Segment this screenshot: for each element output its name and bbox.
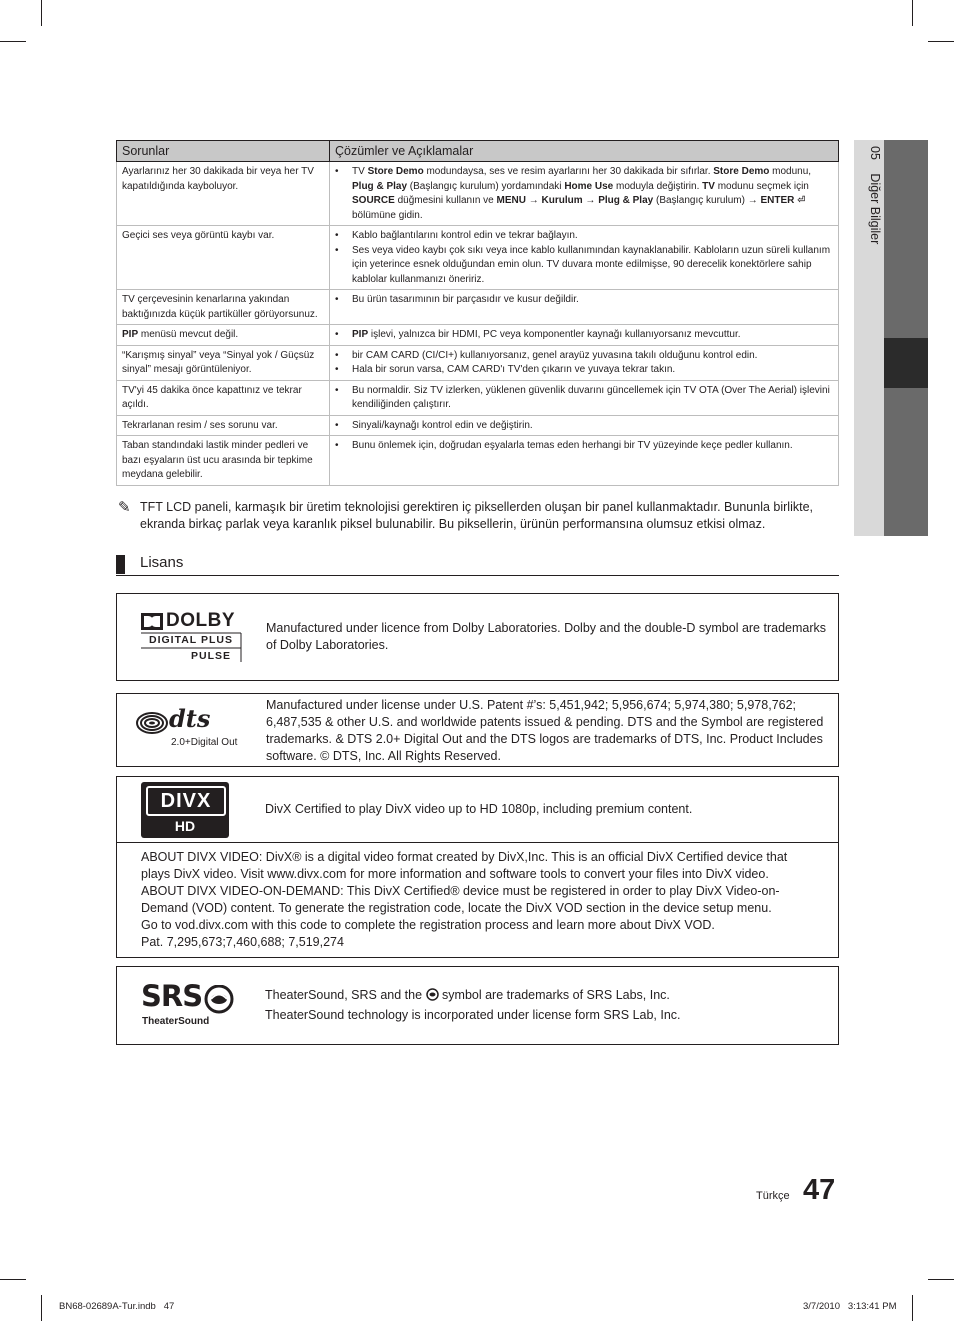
- chapter-tab-marker: [884, 338, 928, 388]
- table-row: [117, 325, 839, 346]
- problem-cell: Geçici ses veya görüntü kaybı var.: [117, 226, 330, 290]
- text-run: modunu,: [769, 166, 812, 177]
- text-run: Bu ürün tasarımının bir parçasıdır ve kusur değildir.: [352, 294, 579, 305]
- text-run: düğmesini kullanın ve: [394, 195, 497, 206]
- troubleshooting-table: [116, 140, 839, 486]
- crop-mark: [0, 1279, 26, 1280]
- divx-wordmark: DIVX: [160, 790, 212, 812]
- srs-circle-icon: [201, 985, 241, 1015]
- license-srs: [116, 966, 839, 1045]
- solution-list: [335, 384, 833, 413]
- table-row: [117, 436, 839, 486]
- srs-theatersound: TheaterSound: [142, 1016, 210, 1027]
- list-item: [352, 165, 833, 223]
- solution-list: [335, 165, 833, 223]
- column-header-problems: Sorunlar: [117, 141, 330, 162]
- license-divx: [116, 776, 839, 958]
- divx-about-line: Go to vod.divx.com with this code to complete the registration process and learn more about DivX VOD.: [141, 918, 715, 932]
- text-run: Sinyali/kaynağı kontrol edin ve değiştirin.: [352, 419, 533, 431]
- list-item: [352, 229, 833, 244]
- divx-about-line: plays DivX video. Visit www.divx.com for more information and software tools to convert your files into DivX video.: [141, 867, 769, 881]
- bold-term: MENU → Kurulum → Plug & Play: [496, 195, 654, 206]
- table-row: [117, 415, 839, 436]
- text-run: bölümüne gidin.: [352, 209, 423, 221]
- crop-mark: [912, 1295, 913, 1321]
- solution-cell: [330, 436, 839, 486]
- list-item: [352, 384, 833, 413]
- divx-certified-text: DivX Certified to play DivX video up to HD 1080p, including premium content.: [265, 802, 693, 816]
- dolby-pulse: PULSE: [191, 650, 232, 662]
- table-row: [117, 345, 839, 380]
- section-title: Lisans: [140, 554, 184, 571]
- dolby-digital-plus: DIGITAL PLUS: [149, 634, 233, 646]
- divx-about-line: Pat. 7,295,673;7,460,688; 7,519,274: [141, 935, 344, 949]
- solution-list: [335, 419, 833, 434]
- dts-logo: [135, 704, 245, 752]
- chapter-number: 05: [868, 146, 882, 160]
- text-run: Ses veya video kaybı çok sıkı veya ince kablo kullanımından kaynaklanabilir. Kabloların uzun süreli kullanım için yeterince esnek olduğundan emin olun. TV duvara monte edilmişse, 90 derecelik konektörlere sahip kablolar kullanmanızı öneririz.: [352, 244, 831, 285]
- lcd-note: [120, 499, 842, 533]
- problem-cell: Taban standındaki lastik minder pedleri ve bazı eşyaların üst ucu arasında bir tepkime meydana gelebilir.: [117, 436, 330, 486]
- bold-term: Store Demo: [367, 166, 424, 177]
- column-header-solutions: Çözümler ve Açıklamalar: [330, 141, 839, 162]
- table-row: [117, 162, 839, 226]
- text-run: bir CAM CARD (CI/CI+) kullanıyorsanız, genel arayüz yuvasına takılı olduğunu kontrol edin.: [352, 349, 758, 361]
- table-row: [117, 290, 839, 325]
- crop-mark: [928, 1279, 954, 1280]
- srs-inline-icon: [426, 988, 439, 1006]
- note-pencil-icon: ✎: [118, 499, 131, 516]
- bold-term: PIP: [122, 329, 139, 340]
- footer-language: Türkçe: [756, 1190, 790, 1202]
- crop-mark: [928, 41, 954, 42]
- solution-cell: [330, 415, 839, 436]
- list-item: [352, 244, 833, 288]
- bold-term: Store Demo: [713, 166, 770, 177]
- text-run: Kablo bağlantılarını kontrol edin ve tekrar bağlayın.: [352, 230, 578, 241]
- text-run: Bunu önlemek için, doğrudan eşyalarla temas eden herhangi bir TV yüzeyinde keçe pedler kullanın.: [352, 440, 793, 451]
- srs-line1-pre: TheaterSound, SRS and the: [265, 988, 423, 1002]
- footer-file-info: BN68-02689A-Tur.indb 47: [59, 1301, 175, 1312]
- footer-date: 3/7/2010 3:13:41 PM: [803, 1301, 897, 1312]
- divx-logo: [141, 782, 229, 838]
- license-dts: [116, 693, 839, 767]
- solution-cell: [330, 380, 839, 415]
- list-item: [352, 293, 833, 308]
- section-bar: [116, 555, 125, 574]
- srs-text-line2: TheaterSound technology is incorporated under license form SRS Lab, Inc.: [265, 1008, 681, 1022]
- problem-cell: “Karışmış sinyal” veya “Sinyal yok / Güçsüz sinyal” mesajı görüntüleniyor.: [117, 345, 330, 380]
- text-run: modundaysa, ses ve resim ayarlarını her 30 dakikada bir sıfırlar.: [423, 166, 714, 177]
- chapter-title: Diğer Bilgiler: [868, 173, 882, 245]
- solution-cell: [330, 290, 839, 325]
- list-item: [352, 439, 833, 454]
- dts-wordmark: dts: [169, 704, 211, 733]
- list-item: [352, 349, 833, 364]
- problem-cell: Tekrarlanan resim / ses sorunu var.: [117, 415, 330, 436]
- text-run: Bu normaldir. Siz TV izlerken, yüklenen güvenlik duvarını güncellemek için TV OTA (Over The Aerial) işlevini kendiliğinden çalıştırır.: [352, 384, 830, 410]
- srs-logo: [141, 979, 241, 1029]
- srs-line1-post: symbol are trademarks of SRS Labs, Inc.: [442, 988, 670, 1002]
- srs-text-line1: [265, 987, 825, 1006]
- solution-cell: [330, 345, 839, 380]
- list-item: [352, 328, 833, 343]
- dts-license-text: Manufactured under license under U.S. Patent #’s: 5,451,942; 5,956,674; 5,974,380; 5,978,762; 6,487,535 & other U.S. and worldwide patents issued & pending. DTS and the Symbol are registered trademarks. & DTS 2.0+ Digital Out and the DTS logos are trademarks of DTS, Inc. Product Includes software. © DTS, Inc. All Rights Reserved.: [266, 698, 824, 763]
- bold-term: ENTER ⏎: [760, 195, 806, 206]
- section-header: [116, 553, 839, 576]
- solution-cell: [330, 162, 839, 226]
- chapter-label: [858, 146, 882, 306]
- text-run: moduyla değiştirin.: [613, 180, 703, 192]
- text-run: (Başlangıç kurulum) →: [653, 195, 761, 206]
- solution-list: [335, 439, 833, 454]
- solution-list: [335, 293, 833, 308]
- text-run: işlevi, yalnızca bir HDMI, PC veya komponentler kaynağı kullanıyorsanız mevcuttur.: [368, 329, 741, 340]
- problem-cell: Ayarlarınız her 30 dakikada bir veya her TV kapatıldığında kayboluyor.: [117, 162, 330, 226]
- table-row: [117, 226, 839, 290]
- text-run: menüsü mevcut değil.: [138, 329, 239, 340]
- solution-list: [335, 229, 833, 287]
- dts-symbol-icon: [135, 710, 169, 736]
- divx-about-line: Demand (VOD) content. To generate the registration code, locate the DivX VOD section in the device setup menu.: [141, 901, 772, 915]
- bold-term: Plug & Play: [352, 180, 408, 192]
- crop-mark: [0, 41, 26, 42]
- bold-term: SOURCE: [352, 195, 395, 206]
- divx-about-line: ABOUT DIVX VIDEO: DivX® is a digital video format created by DivX,Inc. This is an official DivX Certified device that: [141, 850, 788, 864]
- license-dolby: [116, 593, 839, 681]
- crop-mark: [41, 0, 42, 26]
- dolby-wordmark: DOLBY: [166, 610, 235, 631]
- solution-list: [335, 349, 833, 378]
- divx-hd: HD: [174, 818, 196, 834]
- divx-about-line: ABOUT DIVX VIDEO-ON-DEMAND: This DivX Certified® device must be registered in order to play DivX Video-on-: [141, 884, 780, 898]
- problem-cell: TV çerçevesinin kenarlarına yakından baktığınızda küçük partiküller görüyorsunuz.: [117, 290, 330, 325]
- page-number: 47: [803, 1174, 836, 1206]
- dolby-license-text: Manufactured under licence from Dolby Laboratories. Dolby and the double-D symbol are trademarks of Dolby Laboratories.: [266, 621, 827, 652]
- dolby-logo: [141, 612, 245, 666]
- list-item: [352, 363, 833, 378]
- problem-cell: TV'yi 45 dakika önce kapattınız ve tekrar açıldı.: [117, 380, 330, 415]
- crop-mark: [912, 0, 913, 26]
- srs-wordmark: SRS: [141, 979, 203, 1013]
- solution-list: [335, 328, 833, 343]
- solution-cell: [330, 325, 839, 346]
- crop-mark: [41, 1295, 42, 1321]
- solution-cell: [330, 226, 839, 290]
- text-run: (Başlangıç kurulum) yordamındaki: [407, 180, 565, 192]
- table-row: [117, 380, 839, 415]
- text-run: Hala bir sorun varsa, CAM CARD'ı TV'den çıkarın ve yuvaya tekrar takın.: [352, 364, 676, 375]
- text-run: TV: [352, 166, 368, 177]
- note-text: TFT LCD paneli, karmaşık bir üretim teknolojisi gerektiren iç piksellerden oluşan bir panel kullanmaktadır. Bununla birlikte, ekranda birkaç parlak veya karanlık piksel bulunabilir. Bu piksellerin, ürünün performansına olumsuz etkisi olmaz.: [140, 500, 813, 531]
- text-run: modunu seçmek için: [714, 180, 809, 192]
- bold-term: Home Use: [564, 180, 614, 192]
- divx-about-text: [141, 849, 831, 951]
- bold-term: PIP: [352, 329, 369, 340]
- table-body: [117, 162, 839, 486]
- list-item: [352, 419, 833, 434]
- dts-subline: 2.0+Digital Out: [171, 737, 238, 748]
- divx-divider: [117, 842, 838, 843]
- problem-cell: [117, 325, 330, 346]
- bold-term: TV: [702, 180, 715, 192]
